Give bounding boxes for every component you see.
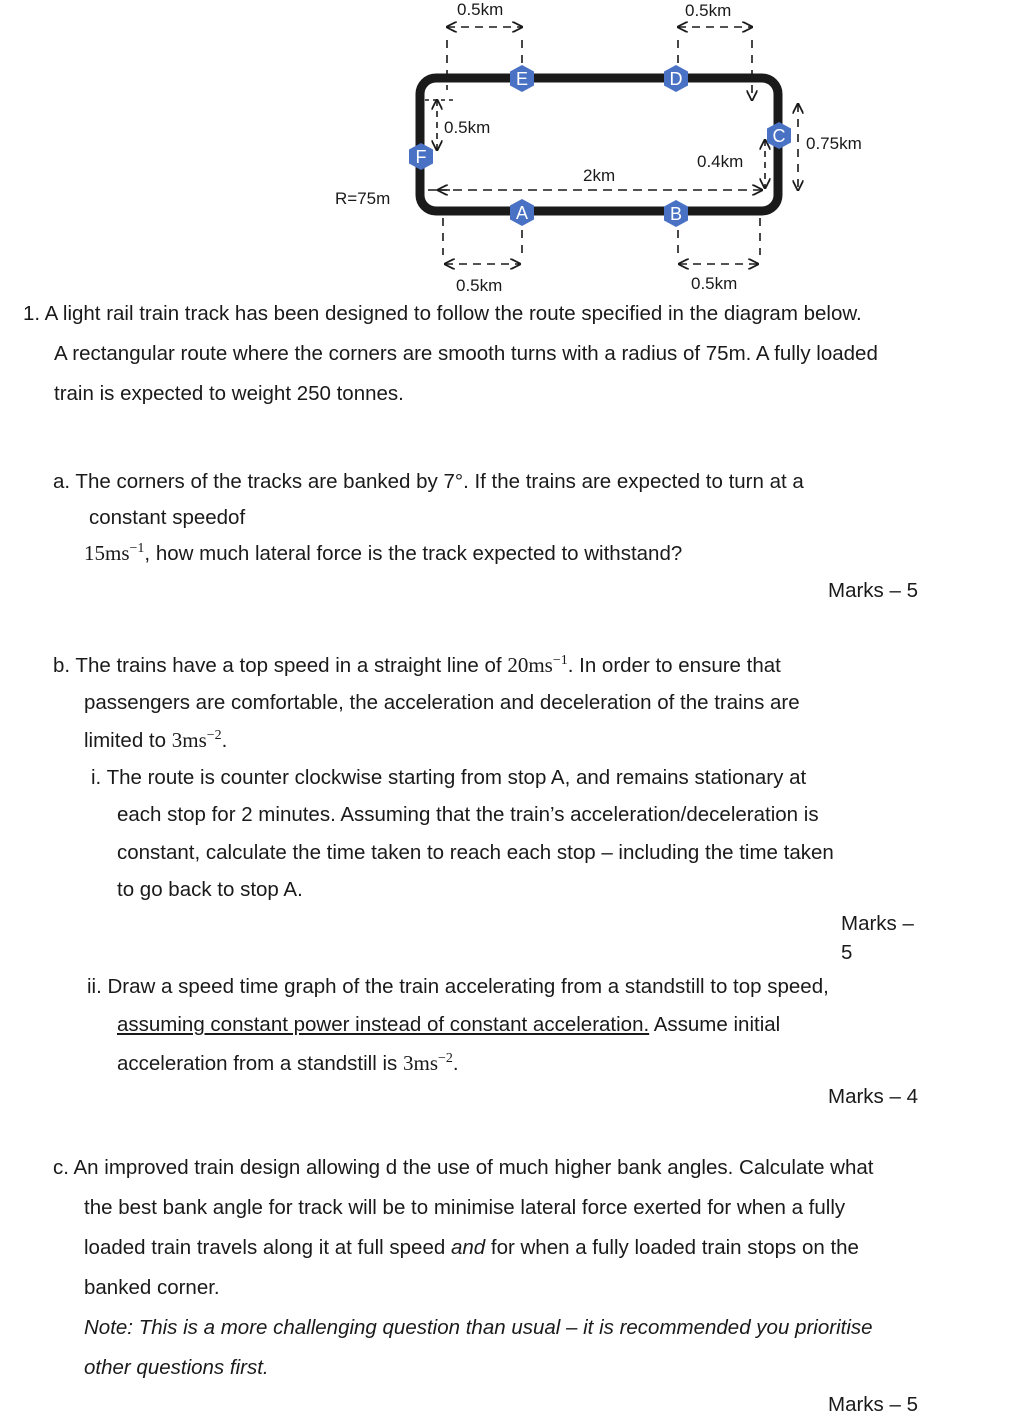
part-bi-marks-1: Marks – (841, 912, 914, 935)
track-loop (420, 78, 778, 211)
part-bii-line-2 (117, 1015, 780, 1036)
part-bi-line-1: i. The route is counter clockwise starting from stop A, and remains stationary at (91, 766, 807, 789)
part-b-line-1 (53, 655, 781, 677)
intro-line-3: train is expected to weight 250 tonnes. (54, 382, 404, 405)
svg-text:C: C (772, 126, 786, 146)
part-bii-line-2-rest: Assume initial (649, 1013, 781, 1036)
part-b-line-3-pre: limited to (84, 729, 172, 752)
part-bii-line-3-pre: acceleration from a standstill is (117, 1052, 403, 1075)
part-c-line-3-pre: loaded train travels along it at full speed (84, 1236, 451, 1259)
part-c-line-1: c. An improved train design allowing d the use of much higher bank angles. Calculate what (53, 1156, 874, 1179)
accel-limit-value: 3ms (171, 728, 207, 752)
svg-text:B: B (669, 204, 683, 224)
stop-A (510, 199, 534, 226)
part-a-line-3 (84, 543, 682, 565)
stop-B (664, 200, 688, 227)
stop-D (664, 65, 688, 92)
stop-E (510, 65, 534, 92)
label-bottom-right: 0.5km (691, 274, 738, 293)
dimension-bottom-left (443, 218, 522, 264)
svg-text:D: D (669, 69, 683, 89)
part-bi-marks-2: 5 (841, 941, 853, 964)
part-b-line-1-post: . In order to ensure that (567, 654, 781, 677)
speed-exponent: −1 (129, 541, 145, 557)
svg-text:A: A (515, 203, 529, 223)
label-radius: R=75m (335, 189, 391, 208)
label-top-left: 0.5km (457, 0, 504, 19)
part-bi-line-4: to go back to stop A. (117, 878, 303, 901)
accel-limit-exponent: −2 (206, 728, 222, 744)
dimension-bottom-right (678, 218, 760, 264)
part-a-marks: Marks – 5 (828, 579, 918, 602)
label-straight: 2km (583, 166, 616, 185)
label-left-segment: 0.5km (444, 118, 491, 137)
speed-value: 15ms (84, 541, 130, 565)
initial-accel-exponent: −2 (438, 1051, 453, 1067)
part-bii-line-3-post: . (452, 1052, 459, 1075)
part-c-line-4: banked corner. (84, 1276, 220, 1299)
part-b-line-1-pre: b. The trains have a top speed in a straight line of (53, 654, 508, 677)
part-c-line-2: the best bank angle for track will be to minimise lateral force exerted for when a fully (84, 1196, 846, 1219)
track-diagram (0, 0, 1013, 300)
intro-line-1: 1. A light rail train track has been designed to follow the route specified in the diagram below. (23, 302, 862, 325)
part-bi-line-3: constant, calculate the time taken to reach each stop – including the time taken (117, 841, 834, 864)
svg-text:F: F (415, 147, 427, 167)
dimension-top-right (678, 27, 752, 100)
part-c-line-3-post: for when a fully loaded train stops on the (485, 1236, 859, 1259)
svg-text:E: E (515, 69, 529, 89)
label-top-right: 0.5km (685, 1, 732, 20)
label-right-segment: 0.75km (806, 134, 862, 153)
initial-accel-value: 3ms (402, 1051, 438, 1075)
part-b-line-3 (84, 730, 227, 752)
part-a-line-2: constant speedof (89, 506, 246, 529)
part-c-note-1: Note: This is a more challenging question than usual – it is recommended you prioritise (84, 1316, 873, 1339)
stop-F (409, 143, 433, 170)
part-b-line-3-post: . (221, 729, 228, 752)
part-b-line-2: passengers are comfortable, the acceleration and deceleration of the trains are (84, 691, 800, 714)
label-bottom-left: 0.5km (456, 276, 503, 295)
part-a-line-3-rest: , how much lateral force is the track expected to withstand? (144, 542, 683, 565)
part-c-marks: Marks – 5 (828, 1393, 918, 1416)
part-c-line-3-italic: and (450, 1236, 486, 1259)
intro-line-2: A rectangular route where the corners are smooth turns with a radius of 75m. A fully loaded (54, 342, 878, 365)
part-a-line-1: a. The corners of the tracks are banked by 7°. If the trains are expected to turn at a (53, 470, 804, 493)
part-bi-line-2: each stop for 2 minutes. Assuming that the train’s acceleration/deceleration is (117, 803, 819, 826)
top-speed-exponent: −1 (552, 653, 568, 669)
part-bii-marks: Marks – 4 (828, 1085, 918, 1108)
part-c-note-2: other questions first. (84, 1356, 269, 1379)
part-c-line-3 (84, 1238, 859, 1259)
part-bii-line-3 (117, 1053, 459, 1075)
label-inner-right: 0.4km (697, 152, 744, 171)
part-bii-underlined: assuming constant power instead of constant acceleration. (117, 1013, 650, 1036)
part-bii-line-1: ii. Draw a speed time graph of the train accelerating from a standstill to top speed, (87, 975, 829, 998)
top-speed-value: 20ms (507, 653, 553, 677)
stop-C (767, 122, 791, 149)
